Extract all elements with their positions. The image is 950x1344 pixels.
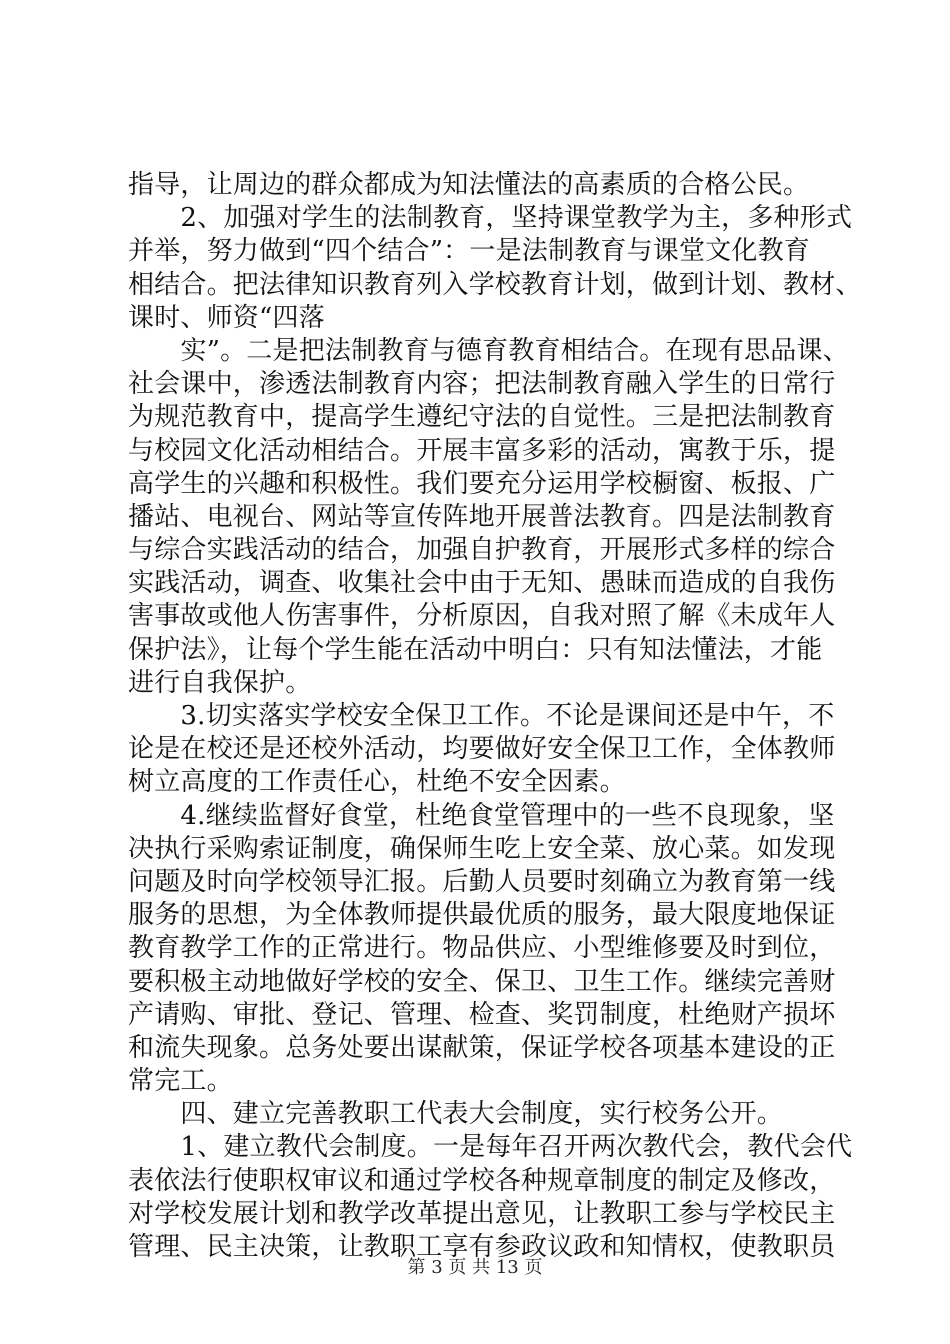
text-line-24: 教育教学工作的正常进行。物品供应、小型维修要及时到位， [128, 933, 836, 964]
text-line-21: 决执行采购索证制度，确保师生吃上安全菜、放心菜。如发现 [128, 833, 836, 864]
text-line-2: 2、加强对学生的法制教育，坚持课堂教学为主，多种形式 [128, 203, 853, 234]
text-line-33: 管理、民主决策，让教职工享有参政议政和知情权，使教职员 [128, 1232, 836, 1262]
text-line-25: 要积极主动地做好学校的安全、保卫、卫生工作。继续完善财 [128, 966, 836, 997]
page-number: 第 3 页 共 13 页 [407, 1257, 543, 1278]
text-line-3: 并举，努力做到“四个结合”：一是法制教育与课堂文化教育 [128, 236, 810, 267]
text-line-27: 和流失现象。总务处要出谋献策，保证学校各项基本建设的正 [128, 1032, 836, 1063]
text-line-14: 害事故或他人伤害事件，分析原因，自我对照了解《未成年人 [128, 601, 836, 632]
text-line-16: 进行自我保护。 [128, 667, 312, 698]
text-line-4: 相结合。把法律知识教育列入学校教育计划，做到计划、教材、 [128, 269, 862, 300]
text-line-20: 4.继续监督好食堂，杜绝食堂管理中的一些不良现象，坚 [128, 800, 835, 831]
text-line-31: 表依法行使职权审议和通过学校各种规章制度的制定及修改， [128, 1165, 836, 1196]
text-line-15: 保护法》，让每个学生能在活动中明白：只有知法懂法，才能 [128, 634, 823, 665]
text-line-13: 实践活动，调查、收集社会中由于无知、愚昧而造成的自我伤 [128, 568, 836, 599]
text-line-26: 产请购、审批、登记、管理、检查、奖罚制度，杜绝财产损坏 [128, 999, 836, 1030]
text-line-7: 社会课中，渗透法制教育内容；把法制教育融入学生的日常行 [128, 369, 836, 400]
text-line-32: 对学校发展计划和教学改革提出意见，让教职工参与学校民主 [128, 1198, 836, 1229]
text-line-9: 与校园文化活动相结合。开展丰富多彩的活动，寓教于乐，提 [128, 435, 836, 466]
text-line-17: 3.切实落实学校安全保卫工作。不论是课间还是中午，不 [128, 701, 835, 731]
text-line-30: 1、建立教代会制度。一是每年召开两次教代会，教代会代 [128, 1132, 853, 1163]
text-line-19: 树立高度的工作责任心，杜绝不安全因素。 [128, 767, 626, 798]
text-line-12: 与综合实践活动的结合，加强自护教育，开展形式多样的综合 [128, 535, 836, 566]
text-line-23: 服务的思想，为全体教师提供最优质的服务，最大限度地保证 [128, 900, 836, 931]
text-line-11: 播站、电视台、网站等宣传阵地开展普法教育。四是法制教育 [128, 501, 836, 532]
text-line-22: 问题及时向学校领导汇报。后勤人员要时刻确立为教育第一线 [128, 866, 836, 897]
body-text [128, 169, 862, 1264]
text-line-8: 为规范教育中，提高学生遵纪守法的自觉性。三是把法制教育 [128, 402, 836, 433]
text-line-6: 实”。二是把法制教育与德育教育相结合。在现有思品课、 [128, 335, 849, 366]
text-line-5: 课时、师资“四落 [128, 302, 325, 333]
text-line-28: 常完工。 [128, 1066, 233, 1097]
text-line-10: 高学生的兴趣和积极性。我们要充分运用学校橱窗、板报、广 [128, 468, 836, 499]
text-line-18: 论是在校还是还校外活动，均要做好安全保卫工作，全体教师 [128, 734, 836, 765]
text-line-29: 四、建立完善教职工代表大会制度，实行校务公开。 [128, 1099, 784, 1130]
text-line-1: 指导，让周边的群众都成为知法懂法的高素质的合格公民。 [128, 170, 810, 200]
